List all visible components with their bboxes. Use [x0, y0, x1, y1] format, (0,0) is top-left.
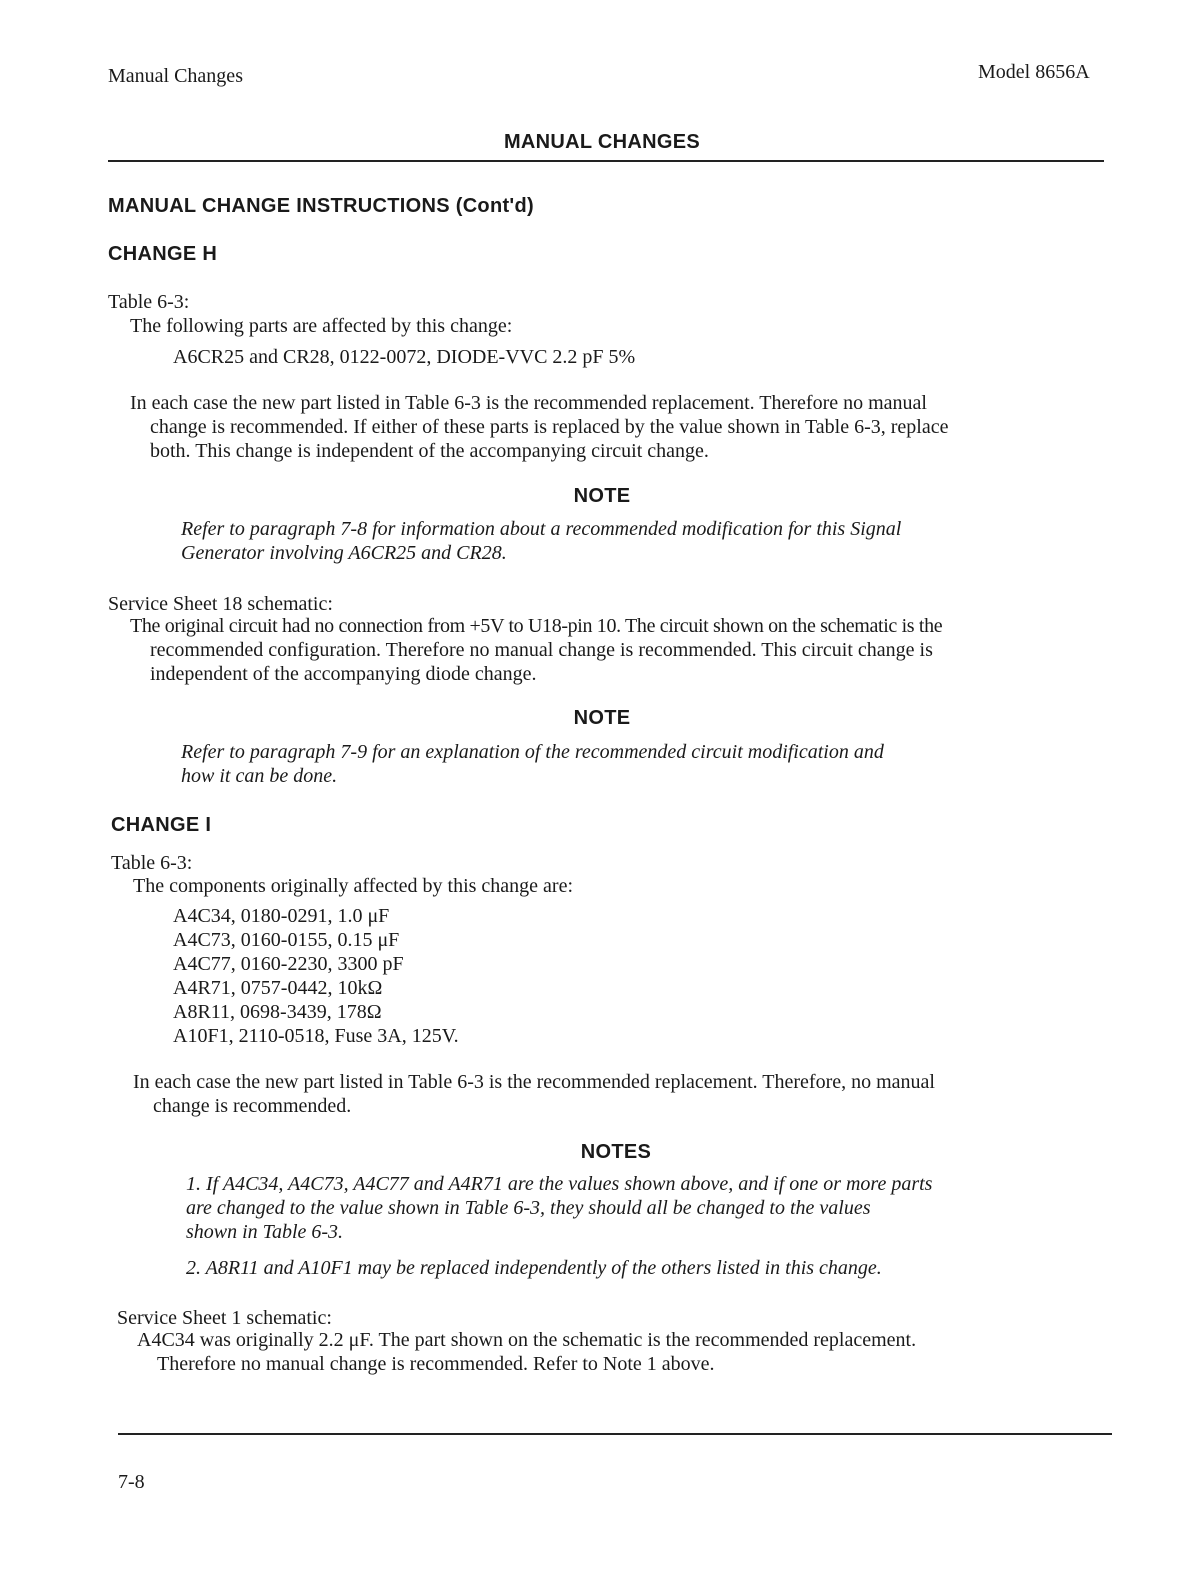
- note-text: [181, 517, 1081, 565]
- change-h-paragraph-2: [130, 614, 1110, 686]
- list-item: A4C34, 0180-0291, 1.0 μF: [173, 905, 390, 927]
- change-h-heading: CHANGE H: [108, 243, 218, 265]
- change-h-table-ref: Table 6-3:: [108, 291, 190, 313]
- note-title: NOTE: [573, 485, 631, 507]
- change-i-table-ref: Table 6-3:: [111, 852, 193, 874]
- change-h-paragraph-1: [130, 391, 1110, 463]
- page-title: MANUAL CHANGES: [503, 131, 701, 153]
- paragraph-line: independent of the accompanying diode change.: [150, 663, 537, 685]
- change-i-parts-list: [173, 904, 459, 1048]
- note-line: 1. If A4C34, A4C73, A4C77 and A4R71 are the values shown above, and if one or more parts: [186, 1173, 933, 1195]
- section-title: MANUAL CHANGE INSTRUCTIONS (Cont'd): [108, 195, 534, 217]
- list-item: A4C73, 0160-0155, 0.15 μF: [173, 929, 400, 951]
- note-2-text: 2. A8R11 and A10F1 may be replaced independently of the others listed in this change.: [186, 1257, 882, 1279]
- change-i-paragraph-2: [137, 1328, 1117, 1376]
- note-line: shown in Table 6-3.: [186, 1221, 344, 1243]
- running-header-left: Manual Changes: [108, 65, 243, 87]
- change-i-paragraph-1: [133, 1070, 1113, 1118]
- paragraph-line: Therefore no manual change is recommended. Refer to Note 1 above.: [157, 1353, 715, 1375]
- change-i-intro: The components originally affected by this change are:: [133, 875, 574, 897]
- change-i-service-ref: Service Sheet 1 schematic:: [117, 1307, 332, 1329]
- paragraph-line: both. This change is independent of the accompanying circuit change.: [150, 440, 709, 462]
- note-line: Refer to paragraph 7-9 for an explanation of the recommended circuit modification and: [181, 741, 884, 763]
- note-line: Refer to paragraph 7-8 for information about a recommended modification for this Signal: [181, 518, 902, 540]
- header-rule: [108, 160, 1104, 162]
- note-line: Generator involving A6CR25 and CR28.: [181, 542, 507, 564]
- note-title: NOTE: [573, 707, 631, 729]
- note-text: [181, 740, 1081, 788]
- paragraph-line: change is recommended. If either of these parts is replaced by the value shown in Table 6-3, replace: [150, 416, 949, 438]
- note-line: are changed to the value shown in Table 6-3, they should all be changed to the values: [186, 1197, 871, 1219]
- paragraph-line: In each case the new part listed in Table 6-3 is the recommended replacement. Therefore, no manual: [133, 1071, 935, 1093]
- paragraph-line: recommended configuration. Therefore no manual change is recommended. This circuit change is: [150, 639, 933, 661]
- running-header-right: Model 8656A: [978, 61, 1090, 83]
- change-i-heading: CHANGE I: [111, 814, 212, 836]
- paragraph-line: The original circuit had no connection from +5V to U18-pin 10. The circuit shown on the schematic is the: [130, 615, 943, 637]
- change-h-service-ref: Service Sheet 18 schematic:: [108, 593, 333, 615]
- change-h-intro: The following parts are affected by this change:: [130, 315, 513, 337]
- list-item: A4R71, 0757-0442, 10kΩ: [173, 977, 383, 999]
- list-item: A4C77, 0160-2230, 3300 pF: [173, 953, 404, 975]
- paragraph-line: In each case the new part listed in Table 6-3 is the recommended replacement. Therefore no manual: [130, 392, 927, 414]
- paragraph-line: A4C34 was originally 2.2 μF. The part shown on the schematic is the recommended replacement.: [137, 1329, 917, 1351]
- page-number: 7-8: [118, 1471, 145, 1493]
- notes-title: NOTES: [580, 1141, 652, 1163]
- paragraph-line: change is recommended.: [153, 1095, 352, 1117]
- list-item: A8R11, 0698-3439, 178Ω: [173, 1001, 382, 1023]
- list-item: A10F1, 2110-0518, Fuse 3A, 125V.: [173, 1025, 459, 1047]
- note-line: how it can be done.: [181, 765, 338, 787]
- note-1-text: [186, 1172, 1066, 1244]
- footer-rule: [118, 1433, 1112, 1435]
- change-h-part-item: A6CR25 and CR28, 0122-0072, DIODE-VVC 2.2 pF 5%: [173, 346, 636, 368]
